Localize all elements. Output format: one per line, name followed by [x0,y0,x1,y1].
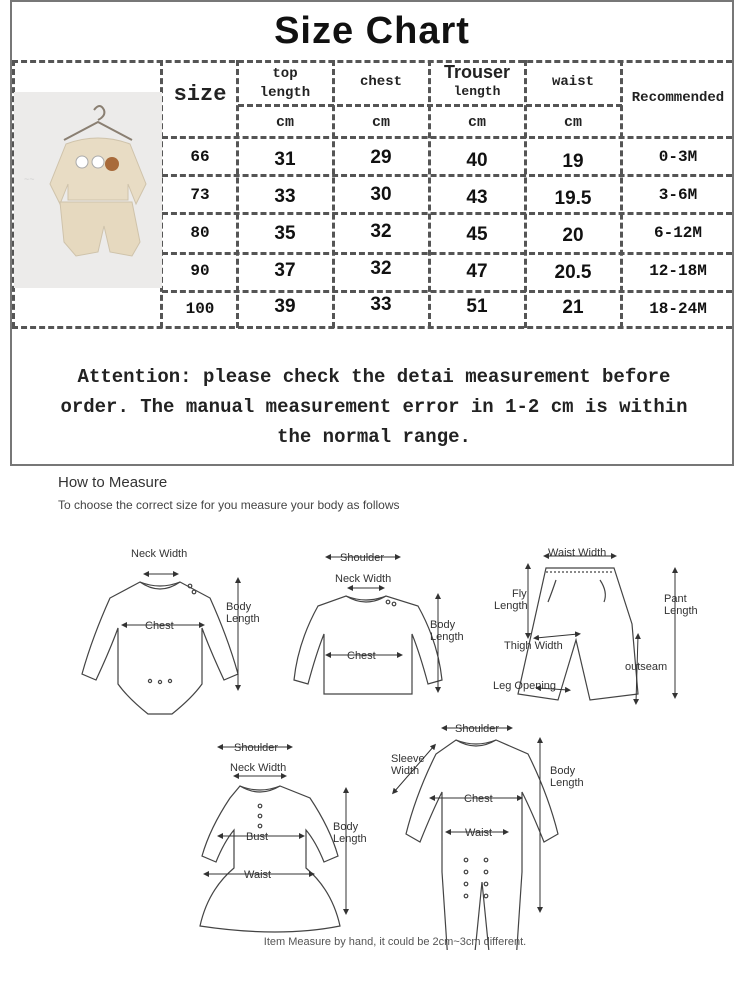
cell-chest: 32 [370,221,392,242]
grid-line [12,326,732,329]
cell-chest: 29 [370,147,392,168]
label-sleeve: Sleeve [391,753,425,765]
cell-size: 100 [185,300,215,318]
label-body: Body [550,765,576,777]
label-outseam: outseam [625,661,668,673]
grid-line [162,252,732,255]
attention-line: Attention: please check the detai measurement before [77,366,671,388]
attention-line: order. The manual measurement error in 1-2 cm is within [60,396,688,418]
attention-note [20,362,728,452]
cell-waist: 20 [562,225,584,246]
cell-size: 80 [190,224,210,242]
cell-recommended: 6-12M [653,224,702,242]
label-length: Length [226,613,260,625]
header-recommended: Recommended [631,90,725,106]
label-body: Body [226,601,252,613]
label-pant: Pant [664,593,687,605]
cell-recommended: 18-24M [649,300,707,318]
unit-cm: cm [467,114,486,131]
cell-top-length: 37 [274,260,296,281]
cell-recommended: 12-18M [649,262,707,280]
cell-size: 73 [190,186,210,204]
chart-title: Size Chart [274,10,470,52]
header-chest: chest [359,74,402,90]
label-shoulder: Shoulder [234,742,279,754]
label-waist: Waist [465,827,493,839]
cell-chest: 32 [370,258,392,279]
grid-line [162,174,732,177]
cell-chest: 30 [370,184,392,205]
label-neck-width: Neck Width [335,573,392,585]
label-body: Body [333,821,359,833]
cell-trouser: 43 [466,187,488,208]
unit-cm: cm [371,114,390,131]
cell-waist: 19.5 [554,188,592,209]
label-thigh-width: Thigh Width [504,640,563,652]
header-top-length: length [259,85,311,101]
top-diagram [294,596,442,694]
cell-trouser: 47 [466,261,488,282]
measure-diagrams [0,530,750,950]
label-length: Length [333,833,367,845]
header-size: size [173,82,227,107]
cell-top-length: 31 [274,149,296,170]
label-waist: Waist [244,869,272,881]
grid-line [162,212,732,215]
cell-top-length: 33 [274,186,296,207]
cell-chest: 33 [370,294,392,315]
label-neck-width: Neck Width [230,762,287,774]
label-shoulder: Shoulder [340,552,385,564]
label-body: Body [430,619,456,631]
label-fly: Fly [512,588,527,600]
measurement-footnote: Item Measure by hand, it could be 2cm~3cm different. [263,936,527,948]
cell-size: 90 [190,262,210,280]
romper-diagram [406,740,558,950]
label-chest: Chest [145,620,174,632]
cell-recommended: 3-6M [658,186,698,204]
svg-text:~~: ~~ [24,174,35,184]
header-waist: waist [551,74,594,90]
how-to-measure-title: How to Measure [58,474,168,491]
cell-top-length: 35 [274,223,296,244]
label-length: Length [494,600,528,612]
cell-trouser: 45 [466,224,488,245]
size-chart-panel [10,0,734,466]
cell-waist: 21 [562,297,584,318]
unit-cm: cm [563,114,582,131]
label-waist-width: Waist Width [548,547,607,559]
label-shoulder: Shoulder [455,723,500,735]
cell-trouser: 51 [466,296,488,317]
label-chest: Chest [347,650,376,662]
cell-waist: 20.5 [554,262,592,283]
grid-line [162,136,732,139]
label-leg-opening: Leg Opening [493,680,556,692]
product-photo [14,92,162,288]
bodysuit-diagram [82,582,238,714]
header-trouser-length: length [453,84,501,99]
cell-waist: 19 [562,151,584,172]
label-length: Length [430,631,464,643]
cell-size: 66 [190,148,210,166]
label-bust: Bust [246,831,269,843]
attention-line: the normal range. [277,426,471,448]
label-length: Length [664,605,698,617]
label-neck-width: Neck Width [131,548,188,560]
how-to-measure-subtitle: To choose the correct size for you measure your body as follows [58,498,400,512]
label-length: Length [550,777,584,789]
dress-diagram [200,786,340,932]
unit-cm: cm [275,114,294,131]
cell-top-length: 39 [274,296,296,317]
header-trouser: Trouser [443,62,511,82]
header-top: top [272,66,298,82]
cell-recommended: 0-3M [658,148,698,166]
label-width: Width [391,765,420,777]
label-chest: Chest [464,793,493,805]
grid-line [12,60,732,63]
cell-trouser: 40 [466,150,488,171]
grid-line [162,290,732,293]
